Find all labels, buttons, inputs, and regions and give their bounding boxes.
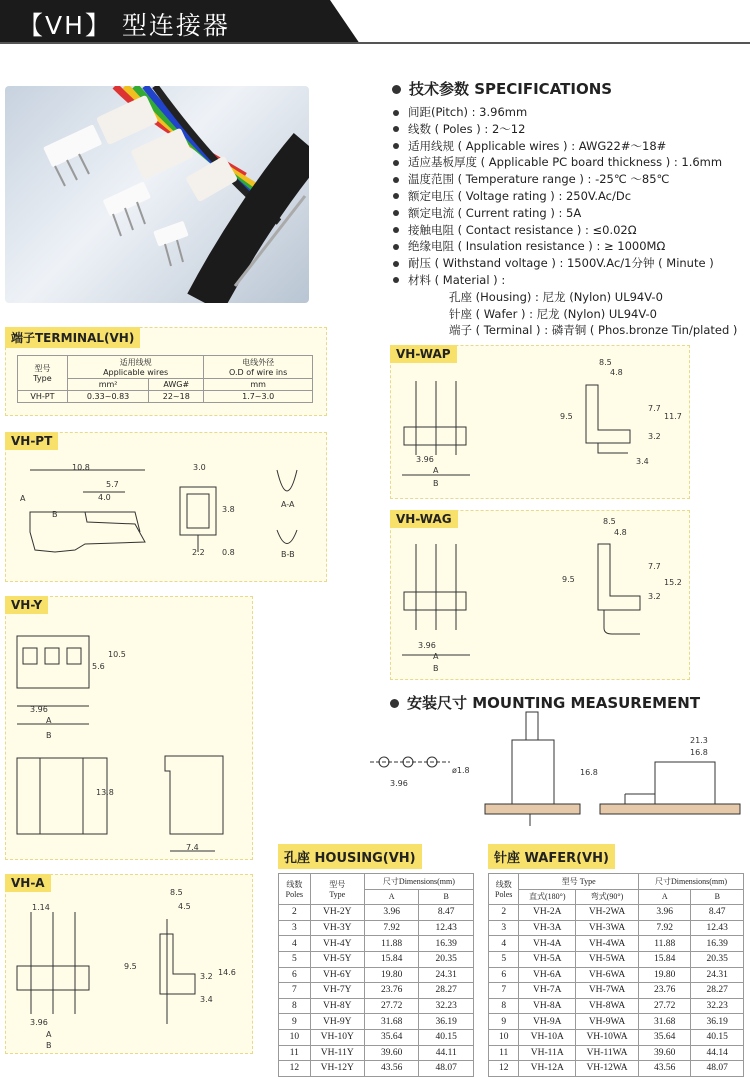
table-row <box>489 983 744 999</box>
vh-pt-label: VH-PT <box>5 432 58 450</box>
table-row <box>489 905 744 921</box>
table-cell: 11.88 <box>364 936 419 952</box>
th-dimensions: 尺寸Dimensions(mm) <box>639 874 744 890</box>
table-cell: 24.31 <box>419 967 474 983</box>
dim-label: 3.2 <box>648 432 661 441</box>
dim-label: 16.8 <box>580 768 598 777</box>
table-cell: 12 <box>489 1061 519 1077</box>
table-cell: VH-9Y <box>310 1014 364 1030</box>
dim-label: 3.0 <box>193 463 206 472</box>
dim-label: 4.8 <box>614 528 627 537</box>
table-cell: 15.84 <box>364 951 419 967</box>
table-cell: VH-11A <box>519 1045 576 1061</box>
dim-label: 7.4 <box>186 843 199 852</box>
dim-label: 9.5 <box>124 962 137 971</box>
dim-label: 5.6 <box>92 662 105 671</box>
th-type: 型号 Type <box>519 874 639 890</box>
spec-item: 适用线规 ( Applicable wires ) : AWG22#～18# <box>393 138 737 155</box>
spec-item: 材料 ( Material ) : <box>393 272 737 289</box>
table-cell: VH-12WA <box>576 1061 639 1077</box>
table-cell: 16.39 <box>691 936 744 952</box>
table-cell: 10 <box>279 1029 311 1045</box>
section-marker: B <box>52 510 58 519</box>
table-cell: 8 <box>489 998 519 1014</box>
vh-pt-drawing <box>5 432 325 580</box>
th-mm: mm <box>204 379 313 391</box>
table-cell: VH-7WA <box>576 983 639 999</box>
dim-label: 14.6 <box>218 968 236 977</box>
bullet-icon <box>393 177 399 183</box>
table-row <box>279 1014 474 1030</box>
vh-y-drawing <box>5 596 251 858</box>
th-wires: 适用线规 Applicable wires <box>67 356 203 379</box>
section-label: A-A <box>281 500 295 509</box>
material-wafer: 针座 ( Wafer ) : 尼龙 (Nylon) UL94V-0 <box>449 306 657 321</box>
dim-label: 5.7 <box>106 480 119 489</box>
table-row <box>279 936 474 952</box>
table-cell: VH-3A <box>519 920 576 936</box>
table-cell: VH-10A <box>519 1029 576 1045</box>
table-cell: 36.19 <box>691 1014 744 1030</box>
bullet-icon <box>393 244 399 250</box>
table-cell: 20.35 <box>419 951 474 967</box>
table-cell: 7.92 <box>364 920 419 936</box>
table-cell: 8.47 <box>691 905 744 921</box>
dim-label: 1.14 <box>32 903 50 912</box>
dim-label: 7.7 <box>648 404 661 413</box>
spec-item: 耐压 ( Withstand voltage ) : 1500V.Ac/1分钟 ( Minute ) <box>393 255 737 272</box>
table-cell: 2 <box>489 905 519 921</box>
table-cell: VH-10Y <box>310 1029 364 1045</box>
bullet-icon <box>390 699 399 708</box>
table-cell: 3.96 <box>364 905 419 921</box>
dim-marker: A <box>46 716 52 725</box>
table-row <box>279 1029 474 1045</box>
dim-label: 3.2 <box>648 592 661 601</box>
table-cell: 7 <box>489 983 519 999</box>
table-row <box>279 905 474 921</box>
th-od: 电线外径 O.D of wire ins <box>204 356 313 379</box>
table-cell: 23.76 <box>364 983 419 999</box>
bullet-icon <box>392 85 401 94</box>
dim-label: 4.8 <box>610 368 623 377</box>
spec-item: 接触电阻 ( Contact resistance ) : ≤0.02Ω <box>393 222 737 239</box>
dim-label: 8.5 <box>599 358 612 367</box>
table-row <box>279 967 474 983</box>
table-row <box>489 951 744 967</box>
table-row: VH-PT 0.33~0.83 22~18 1.7~3.0 <box>18 391 313 403</box>
dim-label: ø1.8 <box>452 766 470 775</box>
spec-item: 间距(Pitch) : 3.96mm <box>393 104 737 121</box>
dim-label: 3.4 <box>636 457 649 466</box>
th-a: A <box>364 889 419 905</box>
table-cell: VH-2A <box>519 905 576 921</box>
table-cell: VH-5Y <box>310 951 364 967</box>
table-cell: 24.31 <box>691 967 744 983</box>
bullet-icon <box>393 110 399 116</box>
table-cell: VH-8A <box>519 998 576 1014</box>
table-cell: VH-6WA <box>576 967 639 983</box>
product-photo <box>5 86 309 303</box>
wafer-rows <box>489 905 744 1077</box>
table-cell: 39.60 <box>364 1045 419 1061</box>
table-cell: 11 <box>279 1045 311 1061</box>
table-cell: 48.07 <box>419 1061 474 1077</box>
dim-label: 2.2 <box>192 548 205 557</box>
bullet-icon <box>393 193 399 199</box>
table-cell: 35.64 <box>639 1029 691 1045</box>
table-cell: VH-5WA <box>576 951 639 967</box>
mounting-title: 安装尺寸 MOUNTING MEASUREMENT <box>390 692 700 713</box>
th-a: A <box>639 889 691 905</box>
table-cell: 12.43 <box>419 920 474 936</box>
table-cell: 12 <box>279 1061 311 1077</box>
table-cell: VH-4Y <box>310 936 364 952</box>
table-cell: 35.64 <box>364 1029 419 1045</box>
table-row <box>489 1014 744 1030</box>
dim-marker: A <box>433 652 439 661</box>
table-cell: 11.88 <box>639 936 691 952</box>
table-row <box>279 951 474 967</box>
spec-item: 绝缘电阻 ( Insulation resistance ) : ≥ 1000MΩ <box>393 238 737 255</box>
th-type: 型号 Type <box>18 356 68 391</box>
spec-item: 线数 ( Poles ) : 2～12 <box>393 121 737 138</box>
section-marker: A <box>20 494 26 503</box>
table-cell: VH-12A <box>519 1061 576 1077</box>
th-type: 型号 Type <box>310 874 364 905</box>
table-cell: 4 <box>279 936 311 952</box>
vh-wag-label: VH-WAG <box>390 510 458 528</box>
table-cell: 15.84 <box>639 951 691 967</box>
dim-label: 16.8 <box>690 748 708 757</box>
table-cell: 4 <box>489 936 519 952</box>
table-row <box>489 936 744 952</box>
th-mm2: mm² <box>67 379 148 391</box>
th-b: B <box>419 889 474 905</box>
table-cell: 8 <box>279 998 311 1014</box>
th-poles: 线数 Poles <box>489 874 519 905</box>
spec-item: 温度范围 ( Temperature range ) : -25℃ ～85℃ <box>393 171 737 188</box>
dim-marker: B <box>433 664 439 673</box>
dim-label: 8.5 <box>603 517 616 526</box>
bullet-icon <box>393 143 399 149</box>
table-cell: 27.72 <box>364 998 419 1014</box>
bullet-icon <box>393 126 399 132</box>
bullet-icon <box>393 227 399 233</box>
dim-marker: A <box>46 1030 52 1039</box>
dim-marker: B <box>433 479 439 488</box>
table-cell: 7 <box>279 983 311 999</box>
dim-label: 11.7 <box>664 412 682 421</box>
table-cell: VH-3WA <box>576 920 639 936</box>
table-cell: 32.23 <box>691 998 744 1014</box>
dim-label: 9.5 <box>560 412 573 421</box>
table-cell: 9 <box>489 1014 519 1030</box>
table-cell: 43.56 <box>639 1061 691 1077</box>
table-cell: VH-11WA <box>576 1045 639 1061</box>
terminal-table <box>17 355 313 403</box>
vh-y-label: VH-Y <box>5 596 48 614</box>
dim-label: 10.8 <box>72 463 90 472</box>
table-row <box>279 998 474 1014</box>
table-cell: 44.11 <box>419 1045 474 1061</box>
table-cell: 23.76 <box>639 983 691 999</box>
dim-label: 21.3 <box>690 736 708 745</box>
table-row <box>279 983 474 999</box>
dim-label: 3.8 <box>222 505 235 514</box>
dim-label: 3.2 <box>200 972 213 981</box>
table-cell: 19.80 <box>364 967 419 983</box>
material-terminal: 端子 ( Terminal ) : 磷青铜 ( Phos.bronze Tin/plated ) <box>449 323 738 338</box>
table-cell: 3 <box>489 920 519 936</box>
table-cell: VH-5A <box>519 951 576 967</box>
dim-marker: B <box>46 731 52 740</box>
table-cell: 43.56 <box>364 1061 419 1077</box>
table-cell: VH-4A <box>519 936 576 952</box>
table-cell: 8.47 <box>419 905 474 921</box>
dim-label: 15.2 <box>664 578 682 587</box>
table-cell: 39.60 <box>639 1045 691 1061</box>
table-row <box>489 967 744 983</box>
table-row <box>489 1029 744 1045</box>
dim-marker: A <box>433 466 439 475</box>
table-cell: 7.92 <box>639 920 691 936</box>
table-cell: 28.27 <box>419 983 474 999</box>
wafer-table <box>488 873 744 1077</box>
table-cell: VH-11Y <box>310 1045 364 1061</box>
table-cell: 5 <box>279 951 311 967</box>
th-right-angle: 弯式(90°) <box>576 889 639 905</box>
housing-table <box>278 873 474 1077</box>
dim-label: 0.8 <box>222 548 235 557</box>
table-row <box>279 920 474 936</box>
housing-rows <box>279 905 474 1077</box>
table-cell: 44.14 <box>691 1045 744 1061</box>
table-cell: VH-2Y <box>310 905 364 921</box>
table-cell: 27.72 <box>639 998 691 1014</box>
bullet-icon <box>393 210 399 216</box>
table-cell: VH-9WA <box>576 1014 639 1030</box>
table-row <box>489 1061 744 1077</box>
housing-label: 孔座 HOUSING(VH) <box>278 844 422 869</box>
spec-item: 适应基板厚度 ( Applicable PC board thickness ) : 1.6mm <box>393 154 737 171</box>
table-cell: 36.19 <box>419 1014 474 1030</box>
dim-label: 3.96 <box>30 1018 48 1027</box>
table-cell: 6 <box>489 967 519 983</box>
table-cell: 32.23 <box>419 998 474 1014</box>
dim-label: 9.5 <box>562 575 575 584</box>
terminal-label: 端子TERMINAL(VH) <box>5 327 140 348</box>
table-cell: 5 <box>489 951 519 967</box>
bullet-icon <box>393 160 399 166</box>
dim-label: 13.8 <box>96 788 114 797</box>
dim-marker: B <box>46 1041 52 1050</box>
dim-label: 7.7 <box>648 562 661 571</box>
table-row <box>489 1045 744 1061</box>
page-title: 【VH】 型连接器 <box>18 11 230 40</box>
table-cell: VH-9A <box>519 1014 576 1030</box>
table-cell: VH-3Y <box>310 920 364 936</box>
bullet-icon <box>393 261 399 267</box>
dim-label: 4.5 <box>178 902 191 911</box>
specifications-list <box>393 104 737 339</box>
table-cell: VH-7A <box>519 983 576 999</box>
table-cell: 31.68 <box>364 1014 419 1030</box>
table-cell: 3.96 <box>639 905 691 921</box>
dim-label: 3.4 <box>200 995 213 1004</box>
dim-label: 4.0 <box>98 493 111 502</box>
table-cell: 40.15 <box>691 1029 744 1045</box>
table-cell: VH-10WA <box>576 1029 639 1045</box>
dim-label: 3.96 <box>418 641 436 650</box>
th-b: B <box>691 889 744 905</box>
table-cell: VH-8Y <box>310 998 364 1014</box>
spec-item: 额定电压 ( Voltage rating ) : 250V.Ac/Dc <box>393 188 737 205</box>
table-row <box>279 1045 474 1061</box>
th-straight: 直式(180°) <box>519 889 576 905</box>
th-awg: AWG# <box>149 379 204 391</box>
th-poles: 线数 Poles <box>279 874 311 905</box>
table-cell: VH-4WA <box>576 936 639 952</box>
section-label: B-B <box>281 550 295 559</box>
connector-illustration <box>5 86 309 303</box>
header-rule <box>0 42 750 44</box>
table-cell: VH-6Y <box>310 967 364 983</box>
table-cell: 9 <box>279 1014 311 1030</box>
th-dimensions: 尺寸Dimensions(mm) <box>364 874 473 890</box>
mounting-drawing <box>370 712 750 832</box>
table-row <box>489 920 744 936</box>
dim-label: 10.5 <box>108 650 126 659</box>
table-cell: 11 <box>489 1045 519 1061</box>
table-cell: VH-7Y <box>310 983 364 999</box>
table-cell: 6 <box>279 967 311 983</box>
table-cell: VH-2WA <box>576 905 639 921</box>
vh-wap-label: VH-WAP <box>390 345 457 363</box>
dim-label: 3.96 <box>390 779 408 788</box>
table-cell: 40.15 <box>419 1029 474 1045</box>
bullet-icon <box>393 277 399 283</box>
table-cell: 16.39 <box>419 936 474 952</box>
table-cell: 31.68 <box>639 1014 691 1030</box>
table-cell: 12.43 <box>691 920 744 936</box>
table-cell: 20.35 <box>691 951 744 967</box>
table-cell: 10 <box>489 1029 519 1045</box>
spec-item: 额定电流 ( Current rating ) : 5A <box>393 205 737 222</box>
table-cell: 3 <box>279 920 311 936</box>
dim-label: 8.5 <box>170 888 183 897</box>
table-cell: 2 <box>279 905 311 921</box>
vh-a-label: VH-A <box>5 874 51 892</box>
table-cell: 19.80 <box>639 967 691 983</box>
specifications-title: 技术参数 SPECIFICATIONS <box>392 78 612 99</box>
table-cell: VH-12Y <box>310 1061 364 1077</box>
table-cell: 48.07 <box>691 1061 744 1077</box>
table-row <box>279 1061 474 1077</box>
table-cell: VH-8WA <box>576 998 639 1014</box>
table-cell: 28.27 <box>691 983 744 999</box>
dim-label: 3.96 <box>416 455 434 464</box>
material-housing: 孔座 (Housing) : 尼龙 (Nylon) UL94V-0 <box>449 289 663 304</box>
table-cell: VH-6A <box>519 967 576 983</box>
table-row <box>489 998 744 1014</box>
wafer-label: 针座 WAFER(VH) <box>488 844 615 869</box>
dim-label: 3.96 <box>30 705 48 714</box>
